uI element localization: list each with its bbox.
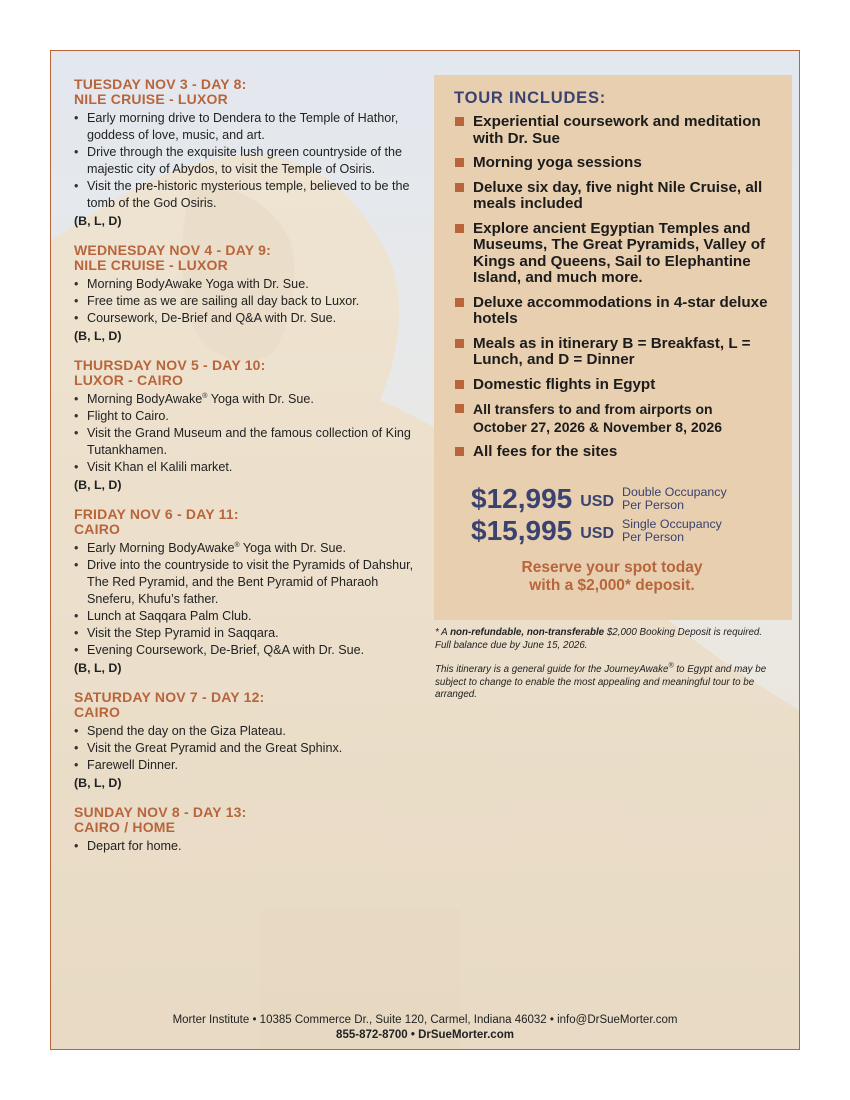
day-12 [74,690,419,791]
list-item: • Coursework, De-Brief and Q&A with Dr. Sue. [74,310,419,327]
list-item: • Depart for home. [74,838,419,855]
price-currency: USD [580,524,614,542]
list-item: • Morning BodyAwake Yoga with Dr. Sue. [74,276,419,293]
day-activity-list [74,540,419,659]
square-bullet-icon [455,183,464,192]
day-heading: THURSDAY NOV 5 - DAY 10: LUXOR - CAIRO [74,357,266,388]
list-item: • Early morning drive to Dendera to the Temple of Hathor, goddess of love, music, and art. [74,110,419,144]
meals-code: (B, L, D) [74,661,122,675]
tour-includes-title: TOUR INCLUDES: [454,89,607,107]
list-item: • Flight to Cairo. [74,408,419,425]
list-item: • Lunch at Saqqara Palm Club. [74,608,419,625]
day-13 [74,805,419,855]
list-item: All fees for the sites [454,444,770,461]
list-item: • Visit Khan el Kalili market. [74,459,419,476]
list-item: • Drive into the countryside to visit the Pyramids of Dahshur, The Red Pyramid, and the Bent Pyramid of Pharaoh Sneferu, Khufu’s father. [74,557,419,608]
price-amount: $12,995 [471,482,573,514]
day-9 [74,243,419,344]
day-activity-list [74,276,419,327]
list-item: Morning yoga sessions [454,155,770,172]
square-bullet-icon [455,117,464,126]
list-item: • Evening Coursework, De-Brief, Q&A with Dr. Sue. [74,642,419,659]
list-item: • Visit the Great Pyramid and the Great Sphinx. [74,740,419,757]
list-item: Explore ancient Egyptian Temples and Museums, The Great Pyramids, Valley of Kings and Queens, Sail to Elephantine Island, and much more. [454,221,770,287]
tour-includes-box [434,75,792,620]
includes-list [454,114,770,461]
day-10 [74,358,419,493]
price-currency: USD [580,492,614,510]
square-bullet-icon [455,298,464,307]
day-activity-list [74,391,419,476]
square-bullet-icon [455,224,464,233]
list-item: Deluxe accommodations in 4-star deluxe hotels [454,295,770,328]
meals-code: (B, L, D) [74,329,122,343]
footer-address: Morter Institute • 10385 Commerce Dr., Suite 120, Carmel, Indiana 46032 • info@DrSueMorter.com [172,1014,678,1026]
meals-code: (B, L, D) [74,478,122,492]
day-8 [74,77,419,229]
list-item: Domestic flights in Egypt [454,377,770,394]
list-item: Experiential coursework and meditation with Dr. Sue [454,114,770,147]
day-heading: TUESDAY NOV 3 - DAY 8: NILE CRUISE - LUXOR [74,76,247,107]
brochure-page [50,50,800,1050]
list-item: • Morning BodyAwake® Yoga with Dr. Sue. [74,391,419,408]
square-bullet-icon [455,404,464,413]
deposit-note: * A non-refundable, non-transferable $2,000 Booking Deposit is required. Full balance due by June 15, 2026. [435,627,763,651]
occupancy-label: Double Occupancy Per Person [622,485,727,512]
day-heading: WEDNESDAY NOV 4 - DAY 9: NILE CRUISE - LUXOR [74,242,271,273]
list-item: • Drive through the exquisite lush green countryside of the majestic city of Abydos, to visit the Temple of Osiris. [74,144,419,178]
list-item: • Visit the pre-historic mysterious temple, believed to be the tomb of the God Osiris. [74,178,419,212]
list-item: • Farewell Dinner. [74,757,419,774]
footer-phone-web: 855-872-8700 • DrSueMorter.com [336,1029,514,1041]
day-heading: SATURDAY NOV 7 - DAY 12: CAIRO [74,689,265,720]
meals-code: (B, L, D) [74,214,122,228]
list-item: Meals as in itinerary B = Breakfast, L = Lunch, and D = Dinner [454,336,770,369]
square-bullet-icon [455,158,464,167]
day-heading: FRIDAY NOV 6 - DAY 11: CAIRO [74,506,239,537]
square-bullet-icon [455,339,464,348]
day-activity-list [74,723,419,774]
price-amount: $15,995 [471,514,573,546]
footer-contact [51,1013,799,1043]
square-bullet-icon [455,380,464,389]
list-item: Deluxe six day, five night Nile Cruise, all meals included [454,180,770,213]
list-item: • Spend the day on the Giza Plateau. [74,723,419,740]
day-activity-list [74,110,419,212]
meals-code: (B, L, D) [74,776,122,790]
square-bullet-icon [455,447,464,456]
occupancy-label: Single Occupancy Per Person [622,517,722,544]
itinerary-column [74,77,419,869]
price-single [471,515,770,547]
list-item: All transfers to and from airports on October 27, 2026 & November 8, 2026 [454,401,770,436]
reserve-callout: Reserve your spot today with a $2,000* deposit. [521,558,703,594]
price-double [471,483,770,515]
list-item: • Visit the Step Pyramid in Saqqara. [74,625,419,642]
disclaimer-note: This itinerary is a general guide for the JourneyAwake® to Egypt and may be subject to change to enable the most appealing and meaningful tour to be arranged. [435,662,767,700]
day-activity-list [74,838,419,855]
day-heading: SUNDAY NOV 8 - DAY 13: CAIRO / HOME [74,804,247,835]
list-item: • Free time as we are sailing all day back to Luxor. [74,293,419,310]
list-item: • Visit the Grand Museum and the famous collection of King Tutankhamen. [74,425,419,459]
list-item: • Early Morning BodyAwake® Yoga with Dr. Sue. [74,540,419,557]
day-11 [74,507,419,676]
fine-print-notes [435,627,780,714]
